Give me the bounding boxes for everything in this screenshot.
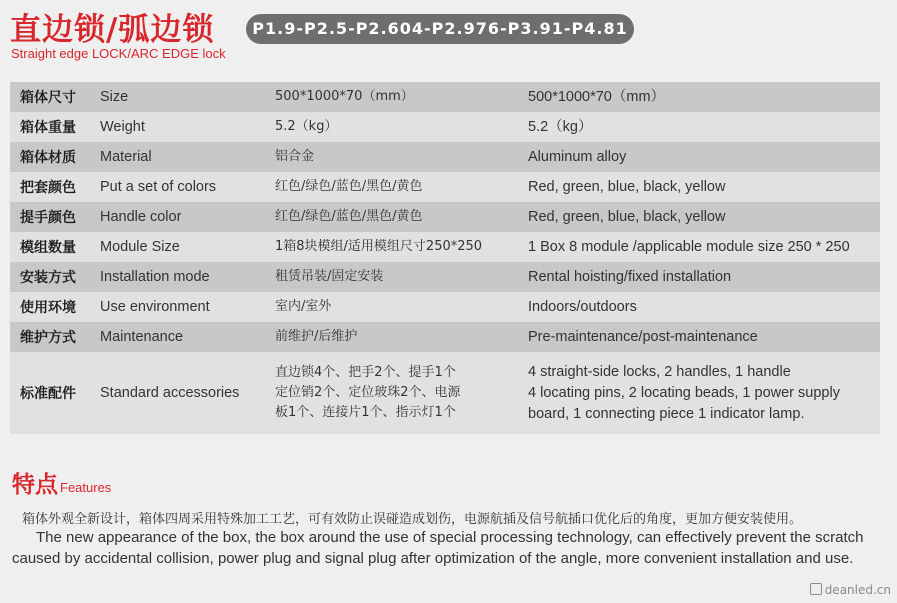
accessory-line-en: 4 straight-side locks, 2 handles, 1 handle [528,363,791,380]
spec-value-cn: 5.2（kg） [275,119,338,134]
spec-value-cn [275,352,528,434]
spec-value-cn: 前维护/后维护 [275,329,358,344]
spec-label-en: Material [100,149,152,165]
accessory-line-en: board, 1 connecting piece 1 indicator lamp. [528,405,805,422]
features-text-en: The new appearance of the box, the box around the use of special processing technology, can effectively prevent the scratch caused by accidental collision, power plug and signal plug after optimization of the angle, more convenient installation and use. [12,529,864,567]
watermark-text: deanled.cn [824,583,891,597]
table-row [10,202,880,232]
spec-value-cn: 铝合金 [275,149,315,164]
accessory-line-en: 4 locating pins, 2 locating beads, 1 power supply [528,384,840,401]
spec-label-en: Installation mode [100,269,210,285]
spec-label-cn: 箱体重量 [20,120,76,136]
features-title-en: Features [60,480,112,495]
pitch-badge: P1.9-P2.5-P2.604-P2.976-P3.91-P4.81 [246,14,634,44]
spec-value-en: 5.2（kg） [528,118,593,135]
table-row-accessories [10,352,880,434]
table-row [10,262,880,292]
spec-value-cn: 租赁吊装/固定安装 [275,269,384,284]
spec-value-en: Aluminum alloy [528,148,627,165]
spec-value-cn: 室内/室外 [275,299,332,314]
spec-label-cn: 使用环境 [20,300,76,316]
spec-value-en: Red, green, blue, black, yellow [528,208,726,225]
spec-value-en: Pre-maintenance/post-maintenance [528,328,758,345]
spec-label-cn: 标准配件 [20,386,76,402]
spec-value-en: 500*1000*70（mm） [528,88,666,105]
spec-label-en: Size [100,89,129,105]
table-row [10,292,880,322]
accessory-line-cn: 定位销2个、定位玻珠2个、电源 [275,385,461,400]
spec-label-en: Maintenance [100,329,184,345]
spec-label-cn: 把套颜色 [20,180,76,196]
page-subtitle: Straight edge LOCK/ARC EDGE lock [11,46,226,61]
spec-table [10,82,880,434]
spec-label-en: Standard accessories [100,385,240,401]
spec-value-en: 1 Box 8 module /applicable module size 250 * 250 [528,238,850,255]
spec-label-cn: 维护方式 [20,330,76,346]
spec-value-en: Indoors/outdoors [528,298,637,315]
table-row [10,172,880,202]
features-text-cn: 箱体外观全新设计，箱体四周采用特殊加工工艺，可有效防止误碰造成划伤，电源航插及信号航插口优化后的角度，更加方便安装使用。 [22,512,803,527]
spec-label-en: Put a set of colors [100,179,217,195]
table-row [10,112,880,142]
spec-value-en: Rental hoisting/fixed installation [528,268,732,285]
spec-label-en: Weight [100,119,145,135]
table-row [10,142,880,172]
spec-label-cn: 提手颜色 [20,210,76,226]
features-title-cn: 特点 [12,472,58,498]
accessory-line-cn: 板1个、连接片1个、指示灯1个 [275,405,456,420]
spec-value-cn: 红色/绿色/蓝色/黑色/黄色 [275,179,423,194]
spec-label-en: Handle color [100,209,182,225]
spec-value-cn: 红色/绿色/蓝色/黑色/黄色 [275,209,423,224]
table-row [10,322,880,352]
spec-value-en [528,352,880,434]
spec-label-en: Use environment [100,299,210,315]
spec-label-cn: 箱体尺寸 [20,90,76,106]
spec-label-cn: 安装方式 [20,270,76,286]
page-title: 直边锁/弧边锁 [10,12,215,48]
spec-label-en: Module Size [100,239,180,255]
accessory-line-cn: 直边锁4个、把手2个、提手1个 [275,365,456,380]
watermark [810,583,891,597]
watermark-icon [810,583,822,595]
spec-value-cn: 1箱8块模组/适用模组尺寸250*250 [275,239,483,254]
spec-value-cn: 500*1000*70（mm） [275,89,414,104]
spec-value-en: Red, green, blue, black, yellow [528,178,726,195]
spec-label-cn: 模组数量 [20,240,76,256]
features-heading [12,466,111,499]
table-row [10,82,880,112]
spec-label-cn: 箱体材质 [20,150,76,166]
table-row [10,232,880,262]
